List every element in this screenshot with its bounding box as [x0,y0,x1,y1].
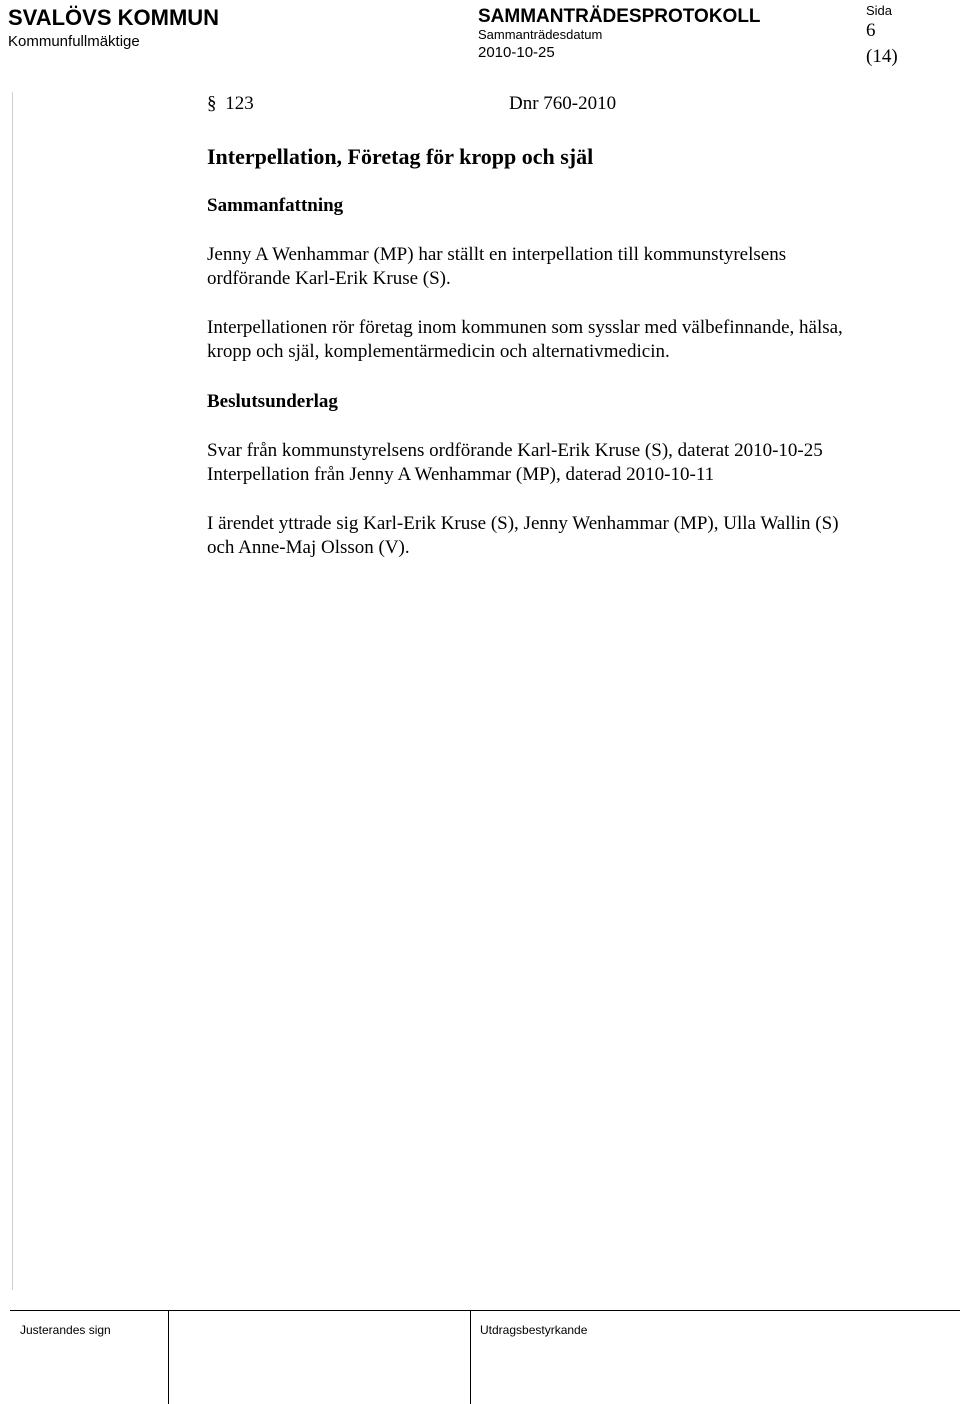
adjuster-sign-label: Justerandes sign [20,1323,111,1337]
footer-divider [470,1311,471,1404]
item-title: Interpellation, Företag för kropp och själ [207,144,594,169]
section-number-line [207,92,254,116]
diary-number: Dnr 760-2010 [509,93,617,114]
page-number: 6 [866,20,876,41]
text-line: Jenny A Wenhammar (MP) har ställt en interpellation till kommunstyrelsens [207,244,787,265]
page-label: Sida [866,3,893,18]
document-type: SAMMANTRÄDESPROTOKOLL [478,6,761,27]
decision-basis-documents [207,439,823,487]
text-line: ordförande Karl-Erik Kruse (S). [207,268,451,289]
text-line: Interpellationen rör företag inom kommunen som sysslar med välbefinnande, hälsa, [207,317,843,338]
organization-name: SVALÖVS KOMMUN [8,5,220,30]
meeting-date-label: Sammanträdesdatum [478,27,603,42]
basis-document: Svar från kommunstyrelsens ordförande Karl-Erik Kruse (S), daterat 2010-10-25 [207,440,823,461]
extract-certifier-label: Utdragsbestyrkande [480,1323,588,1337]
summary-heading: Sammanfattning [207,195,344,216]
text-line: I ärendet yttrade sig Karl-Erik Kruse (S), Jenny Wenhammar (MP), Ulla Wallin (S) [207,513,839,534]
section-number: 123 [225,93,254,114]
organizational-body: Kommunfullmäktige [8,33,140,50]
text-line: och Anne-Maj Olsson (V). [207,537,410,558]
page-total: (14) [866,46,898,67]
signature-footer [10,1310,960,1404]
meeting-date: 2010-10-25 [478,44,555,61]
text-line: kropp och själ, komplementärmedicin och alternativmedicin. [207,341,670,362]
basis-document: Interpellation från Jenny A Wenhammar (MP), daterad 2010-10-11 [207,464,715,485]
summary-paragraph-2 [207,316,843,364]
summary-paragraph-1 [207,243,786,291]
decision-basis-heading: Beslutsunderlag [207,391,338,412]
footer-divider [168,1311,169,1404]
speakers-paragraph [207,512,839,560]
left-margin-rule [12,92,13,1290]
section-symbol: § [207,93,217,114]
